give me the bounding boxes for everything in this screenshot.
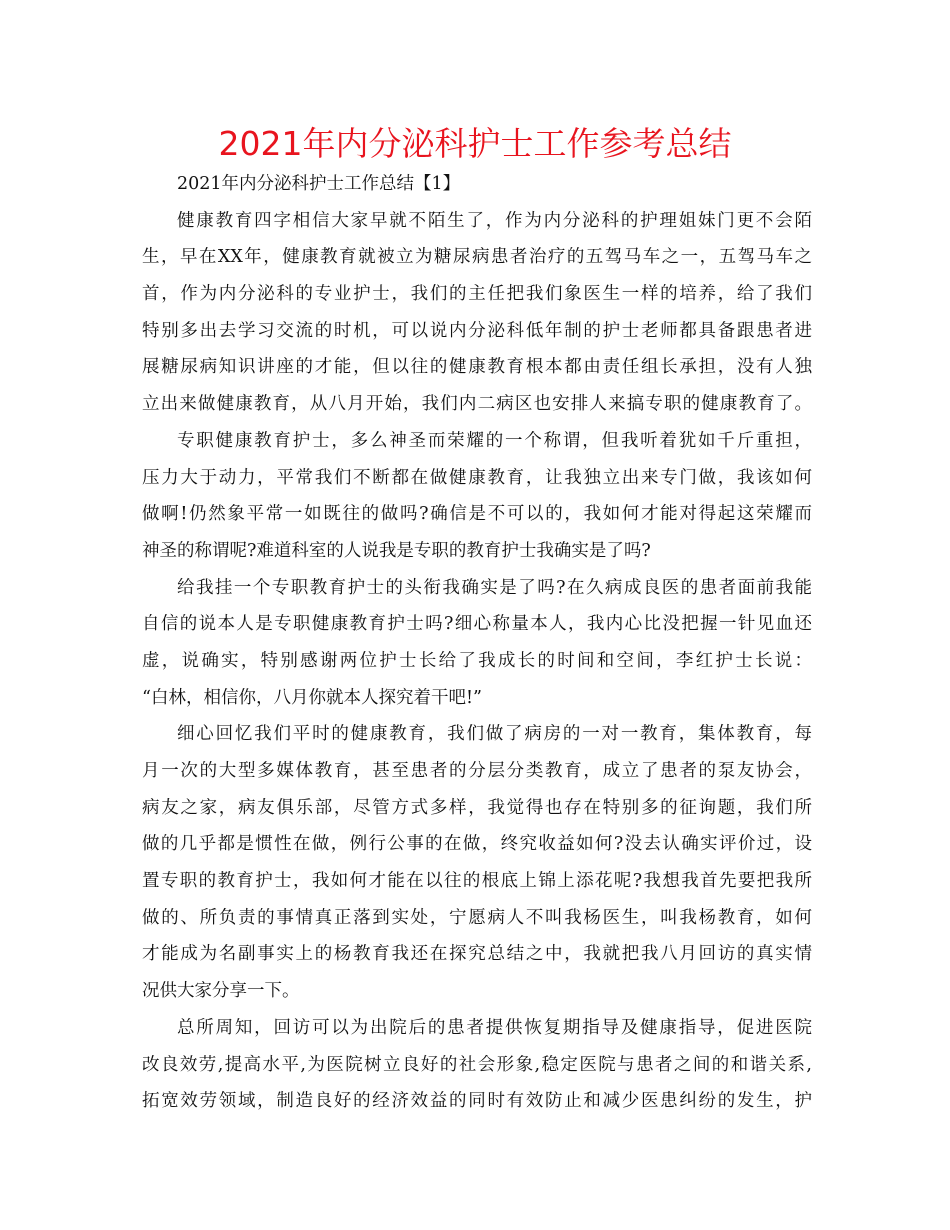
paragraph-line: 做的、所负责的事情真正落到实处，宁愿病人不叫我杨医生，叫我杨教育，如何 xyxy=(142,907,812,928)
paragraph-line: 病友之家，病友俱乐部，尽管方式多样，我觉得也存在特别多的征询题，我们所 xyxy=(142,797,812,818)
paragraph-line: 做的几乎都是惯性在做，例行公事的在做，终究收益如何?没去认确实评价过，设 xyxy=(142,834,812,855)
paragraph-line: 专职健康教育护士，多么神圣而荣耀的一个称谓，但我听着犹如千斤重担， xyxy=(177,430,812,451)
paragraph-line: 月一次的大型多媒体教育，甚至患者的分层分类教育，成立了患者的泵友协会， xyxy=(142,761,812,781)
paragraph-line: 生，早在XX年，健康教育就被立为糖尿病患者治疗的五驾马车之一，五驾马车之 xyxy=(142,247,812,268)
paragraph-line: 做啊!仍然象平常一如既往的做吗?确信是不可以的，我如何才能对得起这荣耀而 xyxy=(142,504,812,525)
paragraph-line: 才能成为名副事实上的杨教育我还在探究总结之中，我就把我八月回访的真实情 xyxy=(142,944,812,965)
paragraph-line: 展糖尿病知识讲座的才能，但以往的健康教育根本都由责任组长承担，没有人独 xyxy=(142,357,812,378)
paragraph-line: 压力大于动力，平常我们不断都在做健康教育，让我独立出来专门做，我该如何 xyxy=(142,467,812,488)
paragraph-line: 置专职的教育护士，我如何才能在以往的根底上锦上添花呢?我想我首先要把我所 xyxy=(142,871,812,892)
paragraph-line: 拓宽效劳领域，制造良好的经济效益的同时有效防止和减少医患纠纷的发生，护 xyxy=(142,1091,812,1112)
paragraph-line: 立出来做健康教育，从八月开始，我们内二病区也安排人来搞专职的健康教育了。 xyxy=(142,394,812,415)
paragraph-line: 特别多出去学习交流的时机，可以说内分泌科低年制的护士老师都具备跟患者进 xyxy=(142,320,812,341)
paragraph-line: 神圣的称谓呢?难道科室的人说我是专职的教育护士我确实是了吗? xyxy=(142,540,651,561)
paragraph-line: 健康教育四字相信大家早就不陌生了，作为内分泌科的护理姐妹门更不会陌 xyxy=(177,210,812,231)
paragraph-line: “白林，相信你，八月你就本人探究着干吧!” xyxy=(142,687,482,708)
paragraph-line: 首，作为内分泌科的专业护士，我们的主任把我们象医生一样的培养，给了我们 xyxy=(142,284,812,305)
paragraph-line: 自信的说本人是专职健康教育护士吗?细心称量本人，我内心比没把握一针见血还 xyxy=(142,614,812,635)
section-heading: 2021年内分泌科护士工作总结【1】 xyxy=(177,174,461,194)
paragraph-line: 改良效劳,提高水平,为医院树立良好的社会形象,稳定医院与患者之间的和谐关系, xyxy=(142,1054,812,1075)
paragraph-line: 给我挂一个专职教育护士的头衔我确实是了吗?在久病成良医的患者面前我能 xyxy=(177,577,812,598)
document-title: 2021年内分泌科护士工作参考总结 xyxy=(218,124,732,163)
document-body xyxy=(142,166,812,1120)
paragraph-line: 虚，说确实，特别感谢两位护士长给了我成长的时间和空间，李红护士长说： xyxy=(142,650,812,671)
paragraph-line: 总所周知，回访可以为出院后的患者提供恢复期指导及健康指导，促进医院 xyxy=(177,1017,812,1038)
paragraph-line: 细心回忆我们平时的健康教育，我们做了病房的一对一教育，集体教育，每 xyxy=(177,724,812,745)
paragraph-line: 况供大家分享一下。 xyxy=(142,981,300,1002)
